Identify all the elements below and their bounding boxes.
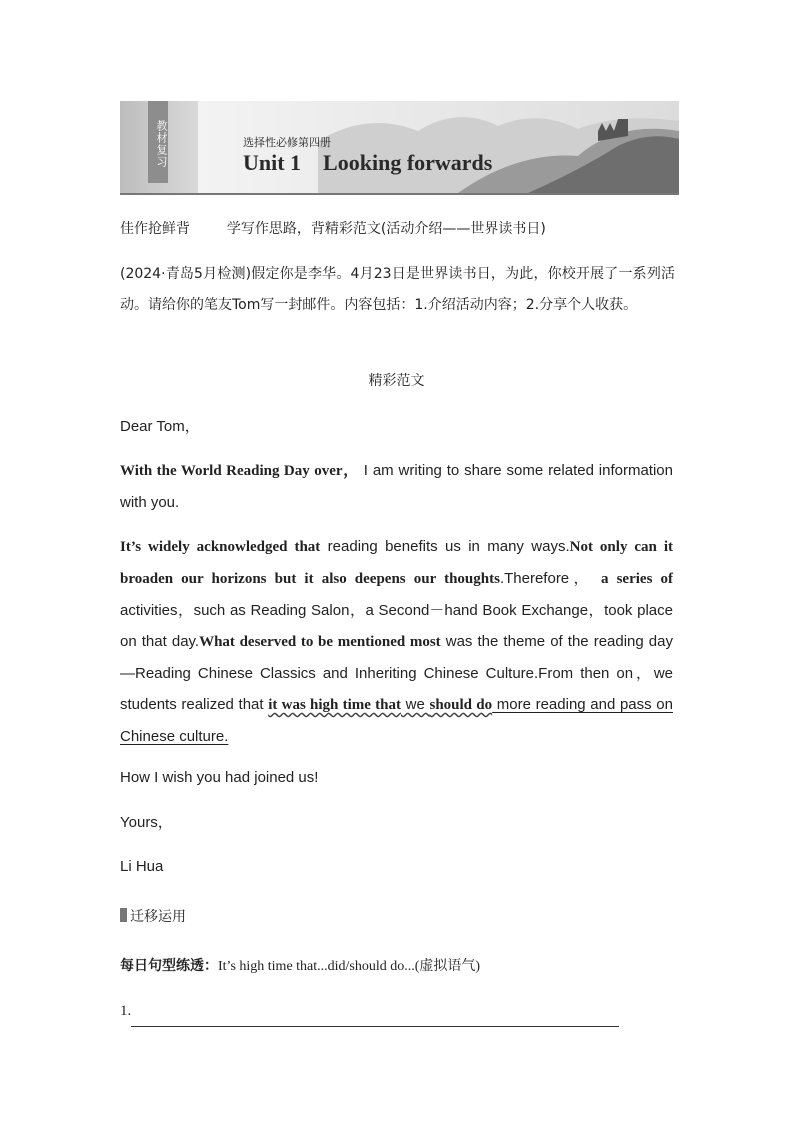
letter-sign-off: Yours， <box>120 814 173 831</box>
section-heading <box>120 214 720 245</box>
p2-phrase-high-time: it was high time that <box>268 697 401 713</box>
section-marker-icon <box>120 908 127 922</box>
banner-tab-label: 教材复习 <box>148 101 168 183</box>
exercise-label: 每日句型练透： <box>120 958 218 974</box>
p2-text-4: was the theme of the reading day—Reading Chinese Classics and Inheriting Chinese Culture.From then on，we students realized that <box>120 633 673 713</box>
letter-paragraph-2 <box>120 531 673 752</box>
exercise-pattern: It’s high time that...did/should do...(虚拟语气) <box>218 959 481 974</box>
banner-subtitle: 选择性必修第四册 <box>243 136 331 149</box>
banner-title: Unit 1 Looking forwards <box>243 150 493 175</box>
letter-greeting: Dear Tom， <box>120 418 200 435</box>
letter-paragraph-1 <box>120 455 673 518</box>
exercise-item-1 <box>120 996 673 1027</box>
p2-phrase-deserved: What deserved to be mentioned most <box>199 634 441 650</box>
p2-phrase-acknowledged: It’s widely acknowledged that <box>120 539 321 555</box>
heading-left: 佳作抢鲜背 <box>120 221 190 237</box>
heading-right: 学写作思路，背精彩范文(活动介绍——世界读书日) <box>226 221 546 237</box>
p2-text-3: activities，such as Reading Salon，a Second－hand Book Exchange，took place on that day. <box>120 602 673 650</box>
answer-blank-line[interactable] <box>131 1012 619 1027</box>
p2-text-we: we <box>401 696 430 713</box>
item-number: 1. <box>120 1003 132 1019</box>
p2-text-5: more reading and pass on Chinese culture. <box>120 696 673 745</box>
transfer-section-label: 迁移运用 <box>130 909 186 925</box>
p1-bold: With the World Reading Day over， <box>120 463 359 479</box>
sample-title: 精彩范文 <box>368 373 425 389</box>
daily-pattern-exercise <box>120 950 673 982</box>
p2-phrase-series: a series of <box>592 571 674 587</box>
transfer-section-heading <box>120 902 673 933</box>
banner-tab <box>120 101 198 193</box>
p2-phrase-not-only: Not only can it broaden our horizons but it also deepens our thoughts <box>120 539 674 587</box>
writing-prompt: (2024·青岛5月检测)假定你是李华。4月23日是世界读书日，为此，你校开展了一系列活动。请给你的笔友Tom写一封邮件。内容包括：1.介绍活动内容；2.分享个人收获。 <box>120 266 675 313</box>
p1-rest: I am writing to share some related information with you. <box>120 462 673 511</box>
letter-closing-line: How I wish you had joined us! <box>120 769 319 786</box>
unit-banner <box>120 101 679 195</box>
p2-text-1: reading benefits us in many ways. <box>320 538 570 555</box>
letter-signature: Li Hua <box>120 858 164 875</box>
p2-phrase-should-do: should do <box>429 697 493 713</box>
p2-text-2: .Therefore， <box>499 570 593 587</box>
